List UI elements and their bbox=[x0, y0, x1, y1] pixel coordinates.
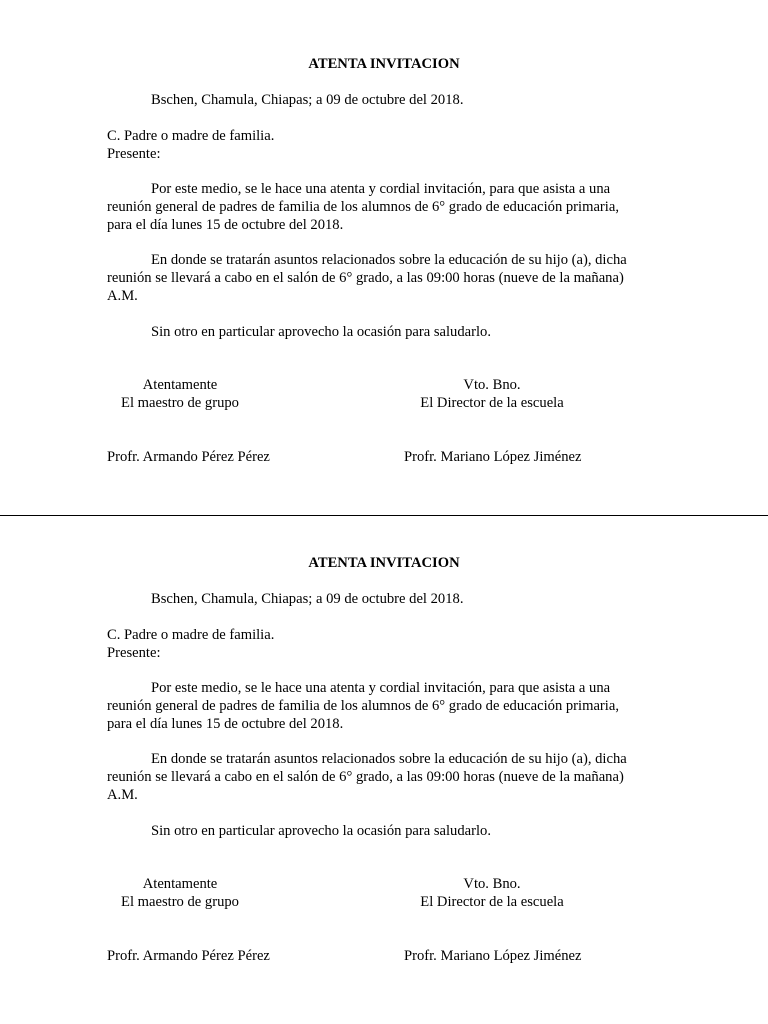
greeting: Presente: bbox=[107, 146, 161, 162]
paragraph-details: En donde se tratarán asuntos relacionados sobre la educación de su hijo (a), dicha reunión se llevará a cabo en el salón de 6° grado, a las 09:00 horas (nueve de la mañana) A.M. bbox=[107, 252, 627, 304]
paragraph-closing: Sin otro en particular aprovecho la ocasión para saludarlo. bbox=[151, 823, 491, 839]
left-signer-role: El maestro de grupo bbox=[121, 395, 239, 411]
letter-title: ATENTA INVITACION bbox=[308, 56, 460, 72]
right-signer-name: Profr. Mariano López Jiménez bbox=[404, 449, 582, 465]
right-signer-name: Profr. Mariano López Jiménez bbox=[404, 948, 582, 964]
paragraph-invitation: Por este medio, se le hace una atenta y cordial invitación, para que asista a una reunión general de padres de familia de los alumnos de 6° grado de educación primaria, para el día lunes 15 de octubre del 2018. bbox=[107, 181, 619, 233]
date-line: Bschen, Chamula, Chiapas; a 09 de octubre del 2018. bbox=[151, 92, 464, 108]
right-closing: Vto. Bno. bbox=[463, 876, 521, 892]
paragraph-closing: Sin otro en particular aprovecho la ocasión para saludarlo. bbox=[151, 324, 491, 340]
addressee: C. Padre o madre de familia. bbox=[107, 627, 275, 643]
left-signer-role: El maestro de grupo bbox=[121, 894, 239, 910]
left-signer-name: Profr. Armando Pérez Pérez bbox=[107, 948, 270, 964]
paragraph-details: En donde se tratarán asuntos relacionados sobre la educación de su hijo (a), dicha reunión se llevará a cabo en el salón de 6° grado, a las 09:00 horas (nueve de la mañana) A.M. bbox=[107, 751, 627, 803]
invitation-letter-bottom bbox=[0, 499, 768, 999]
left-closing: Atentamente bbox=[142, 377, 218, 393]
right-signer-role: El Director de la escuela bbox=[420, 395, 564, 411]
left-signer-name: Profr. Armando Pérez Pérez bbox=[107, 449, 270, 465]
greeting: Presente: bbox=[107, 645, 161, 661]
paragraph-invitation: Por este medio, se le hace una atenta y cordial invitación, para que asista a una reunión general de padres de familia de los alumnos de 6° grado de educación primaria, para el día lunes 15 de octubre del 2018. bbox=[107, 680, 619, 732]
letter-title: ATENTA INVITACION bbox=[308, 555, 460, 571]
right-signer-role: El Director de la escuela bbox=[420, 894, 564, 910]
invitation-letter-top bbox=[0, 0, 768, 500]
date-line: Bschen, Chamula, Chiapas; a 09 de octubre del 2018. bbox=[151, 591, 464, 607]
right-closing: Vto. Bno. bbox=[463, 377, 521, 393]
addressee: C. Padre o madre de familia. bbox=[107, 128, 275, 144]
left-closing: Atentamente bbox=[142, 876, 218, 892]
